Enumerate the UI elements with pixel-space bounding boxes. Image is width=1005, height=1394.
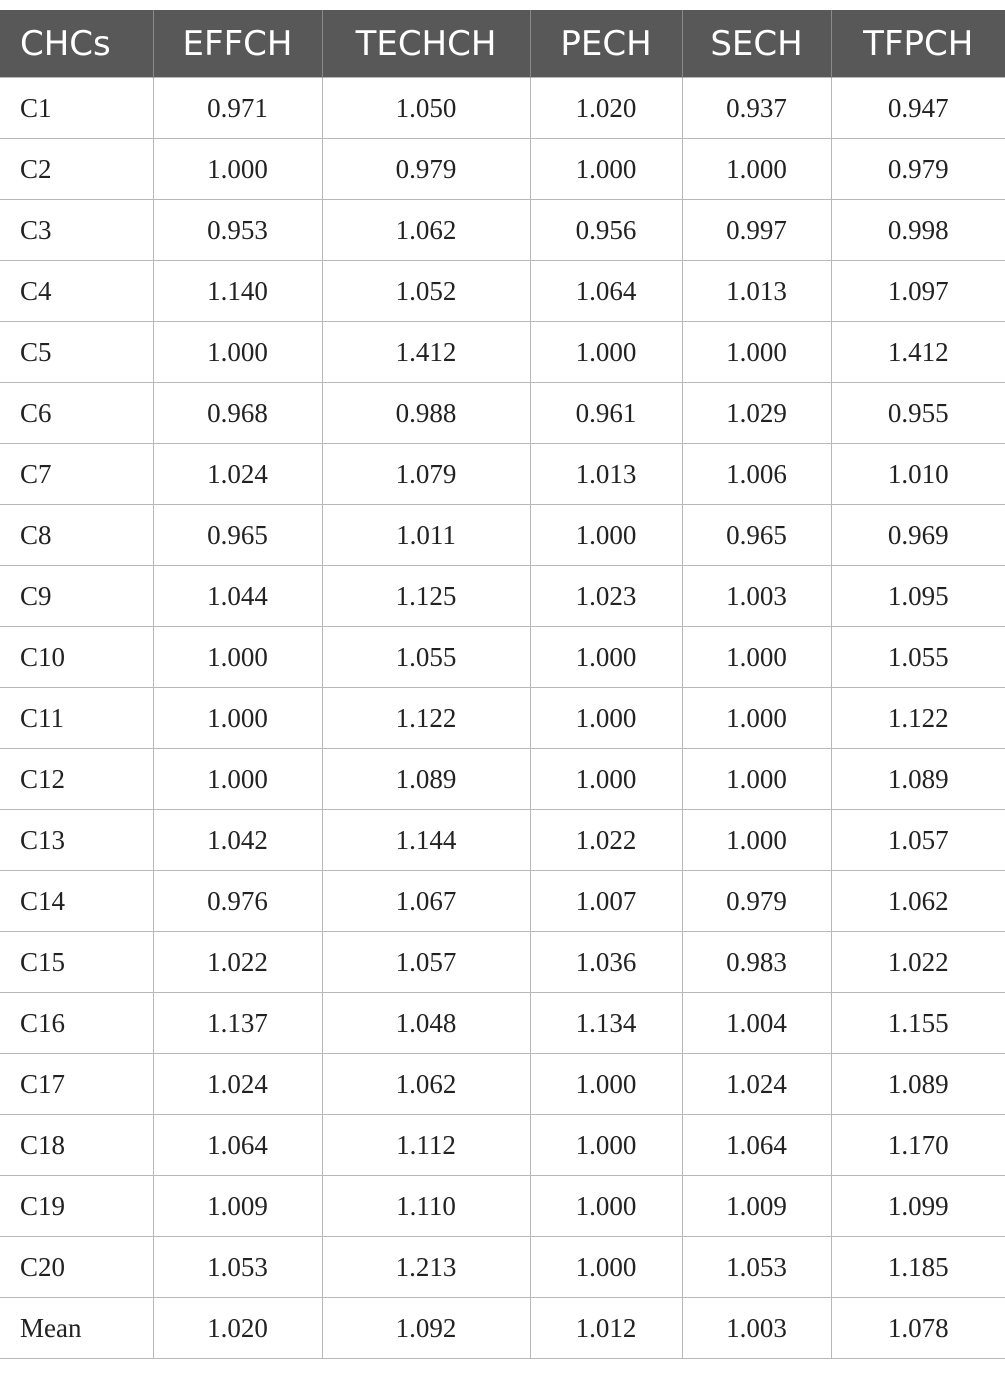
cell-techch: 1.079 — [322, 444, 530, 505]
table-row — [0, 139, 1005, 200]
cell-effch: 1.137 — [153, 993, 322, 1054]
cell-chcs: C6 — [0, 383, 153, 444]
header-sech: SECH — [682, 10, 831, 78]
cell-pech: 1.000 — [530, 1176, 682, 1237]
cell-chcs: C18 — [0, 1115, 153, 1176]
cell-effch: 1.022 — [153, 932, 322, 993]
cell-pech: 1.000 — [530, 1237, 682, 1298]
cell-pech: 1.064 — [530, 261, 682, 322]
cell-tfpch: 1.412 — [831, 322, 1005, 383]
cell-tfpch: 1.078 — [831, 1298, 1005, 1359]
cell-chcs: C13 — [0, 810, 153, 871]
cell-chcs: C8 — [0, 505, 153, 566]
cell-pech: 1.000 — [530, 749, 682, 810]
cell-techch: 0.979 — [322, 139, 530, 200]
cell-pech: 1.023 — [530, 566, 682, 627]
cell-techch: 1.055 — [322, 627, 530, 688]
cell-pech: 1.007 — [530, 871, 682, 932]
cell-techch: 1.112 — [322, 1115, 530, 1176]
header-techch: TECHCH — [322, 10, 530, 78]
table-row — [0, 200, 1005, 261]
cell-tfpch: 0.979 — [831, 139, 1005, 200]
cell-tfpch: 1.099 — [831, 1176, 1005, 1237]
cell-pech: 1.013 — [530, 444, 682, 505]
cell-techch: 1.412 — [322, 322, 530, 383]
table-row — [0, 505, 1005, 566]
table-row-mean — [0, 1298, 1005, 1359]
cell-techch: 1.092 — [322, 1298, 530, 1359]
cell-pech: 1.000 — [530, 139, 682, 200]
cell-effch: 1.000 — [153, 627, 322, 688]
cell-pech: 1.000 — [530, 322, 682, 383]
cell-tfpch: 1.010 — [831, 444, 1005, 505]
table-row — [0, 444, 1005, 505]
cell-chcs: C17 — [0, 1054, 153, 1115]
cell-tfpch: 1.057 — [831, 810, 1005, 871]
table-row — [0, 871, 1005, 932]
cell-chcs: C3 — [0, 200, 153, 261]
cell-techch: 1.067 — [322, 871, 530, 932]
cell-tfpch: 1.155 — [831, 993, 1005, 1054]
table-row — [0, 78, 1005, 139]
cell-sech: 1.006 — [682, 444, 831, 505]
cell-effch: 0.976 — [153, 871, 322, 932]
table-row — [0, 688, 1005, 749]
cell-pech: 1.020 — [530, 78, 682, 139]
cell-chcs: C10 — [0, 627, 153, 688]
cell-techch: 1.052 — [322, 261, 530, 322]
cell-pech: 1.022 — [530, 810, 682, 871]
table-row — [0, 749, 1005, 810]
header-row — [0, 10, 1005, 78]
cell-techch: 1.050 — [322, 78, 530, 139]
cell-tfpch: 0.947 — [831, 78, 1005, 139]
cell-effch: 1.042 — [153, 810, 322, 871]
table-row — [0, 566, 1005, 627]
cell-sech: 1.004 — [682, 993, 831, 1054]
table-body — [0, 78, 1005, 1359]
cell-chcs: C4 — [0, 261, 153, 322]
table-row — [0, 383, 1005, 444]
cell-techch: 1.048 — [322, 993, 530, 1054]
cell-pech: 1.000 — [530, 1115, 682, 1176]
cell-techch: 1.213 — [322, 1237, 530, 1298]
cell-effch: 1.140 — [153, 261, 322, 322]
table-row — [0, 1054, 1005, 1115]
cell-techch: 1.125 — [322, 566, 530, 627]
cell-sech: 1.003 — [682, 566, 831, 627]
cell-tfpch: 1.122 — [831, 688, 1005, 749]
cell-sech: 0.983 — [682, 932, 831, 993]
cell-effch: 1.009 — [153, 1176, 322, 1237]
cell-sech: 1.000 — [682, 322, 831, 383]
cell-techch: 0.988 — [322, 383, 530, 444]
header-tfpch: TFPCH — [831, 10, 1005, 78]
table-row — [0, 1115, 1005, 1176]
table-row — [0, 322, 1005, 383]
cell-tfpch: 1.089 — [831, 749, 1005, 810]
data-table — [0, 10, 1005, 1359]
cell-chcs: C9 — [0, 566, 153, 627]
cell-tfpch: 0.998 — [831, 200, 1005, 261]
cell-tfpch: 1.097 — [831, 261, 1005, 322]
cell-chcs: C20 — [0, 1237, 153, 1298]
cell-tfpch: 1.022 — [831, 932, 1005, 993]
cell-techch: 1.110 — [322, 1176, 530, 1237]
cell-effch: 1.024 — [153, 1054, 322, 1115]
cell-sech: 1.000 — [682, 749, 831, 810]
cell-pech: 1.036 — [530, 932, 682, 993]
cell-chcs: C11 — [0, 688, 153, 749]
cell-chcs: Mean — [0, 1298, 153, 1359]
cell-chcs: C15 — [0, 932, 153, 993]
cell-sech: 1.024 — [682, 1054, 831, 1115]
cell-effch: 1.044 — [153, 566, 322, 627]
header-chcs: CHCs — [0, 10, 153, 78]
cell-effch: 0.965 — [153, 505, 322, 566]
header-pech: PECH — [530, 10, 682, 78]
cell-pech: 0.961 — [530, 383, 682, 444]
table-header — [0, 10, 1005, 78]
cell-chcs: C14 — [0, 871, 153, 932]
cell-chcs: C7 — [0, 444, 153, 505]
cell-pech: 1.134 — [530, 993, 682, 1054]
cell-effch: 1.000 — [153, 322, 322, 383]
cell-sech: 0.937 — [682, 78, 831, 139]
cell-techch: 1.122 — [322, 688, 530, 749]
cell-tfpch: 0.955 — [831, 383, 1005, 444]
cell-effch: 1.020 — [153, 1298, 322, 1359]
cell-pech: 1.000 — [530, 1054, 682, 1115]
cell-tfpch: 1.062 — [831, 871, 1005, 932]
cell-tfpch: 1.170 — [831, 1115, 1005, 1176]
header-effch: EFFCH — [153, 10, 322, 78]
cell-sech: 1.013 — [682, 261, 831, 322]
cell-techch: 1.144 — [322, 810, 530, 871]
cell-techch: 1.062 — [322, 200, 530, 261]
cell-sech: 0.979 — [682, 871, 831, 932]
cell-tfpch: 1.185 — [831, 1237, 1005, 1298]
cell-tfpch: 1.089 — [831, 1054, 1005, 1115]
cell-sech: 1.053 — [682, 1237, 831, 1298]
cell-effch: 1.000 — [153, 688, 322, 749]
cell-sech: 1.009 — [682, 1176, 831, 1237]
cell-pech: 1.000 — [530, 627, 682, 688]
cell-tfpch: 0.969 — [831, 505, 1005, 566]
table-row — [0, 1176, 1005, 1237]
table-row — [0, 932, 1005, 993]
cell-techch: 1.057 — [322, 932, 530, 993]
cell-sech: 1.000 — [682, 810, 831, 871]
cell-effch: 1.000 — [153, 749, 322, 810]
cell-effch: 1.000 — [153, 139, 322, 200]
cell-tfpch: 1.055 — [831, 627, 1005, 688]
cell-techch: 1.011 — [322, 505, 530, 566]
cell-effch: 0.971 — [153, 78, 322, 139]
cell-effch: 1.064 — [153, 1115, 322, 1176]
cell-tfpch: 1.095 — [831, 566, 1005, 627]
cell-chcs: C19 — [0, 1176, 153, 1237]
cell-pech: 1.000 — [530, 688, 682, 749]
cell-chcs: C12 — [0, 749, 153, 810]
cell-effch: 1.024 — [153, 444, 322, 505]
cell-sech: 0.997 — [682, 200, 831, 261]
cell-chcs: C2 — [0, 139, 153, 200]
cell-pech: 1.012 — [530, 1298, 682, 1359]
cell-sech: 0.965 — [682, 505, 831, 566]
table-row — [0, 261, 1005, 322]
table-row — [0, 810, 1005, 871]
cell-sech: 1.064 — [682, 1115, 831, 1176]
table-row — [0, 1237, 1005, 1298]
cell-chcs: C1 — [0, 78, 153, 139]
cell-sech: 1.000 — [682, 688, 831, 749]
cell-effch: 0.953 — [153, 200, 322, 261]
cell-effch: 0.968 — [153, 383, 322, 444]
cell-effch: 1.053 — [153, 1237, 322, 1298]
cell-sech: 1.000 — [682, 139, 831, 200]
table-row — [0, 993, 1005, 1054]
table-row — [0, 627, 1005, 688]
cell-pech: 1.000 — [530, 505, 682, 566]
cell-chcs: C16 — [0, 993, 153, 1054]
cell-techch: 1.062 — [322, 1054, 530, 1115]
cell-sech: 1.003 — [682, 1298, 831, 1359]
cell-pech: 0.956 — [530, 200, 682, 261]
cell-techch: 1.089 — [322, 749, 530, 810]
cell-sech: 1.000 — [682, 627, 831, 688]
cell-sech: 1.029 — [682, 383, 831, 444]
cell-chcs: C5 — [0, 322, 153, 383]
